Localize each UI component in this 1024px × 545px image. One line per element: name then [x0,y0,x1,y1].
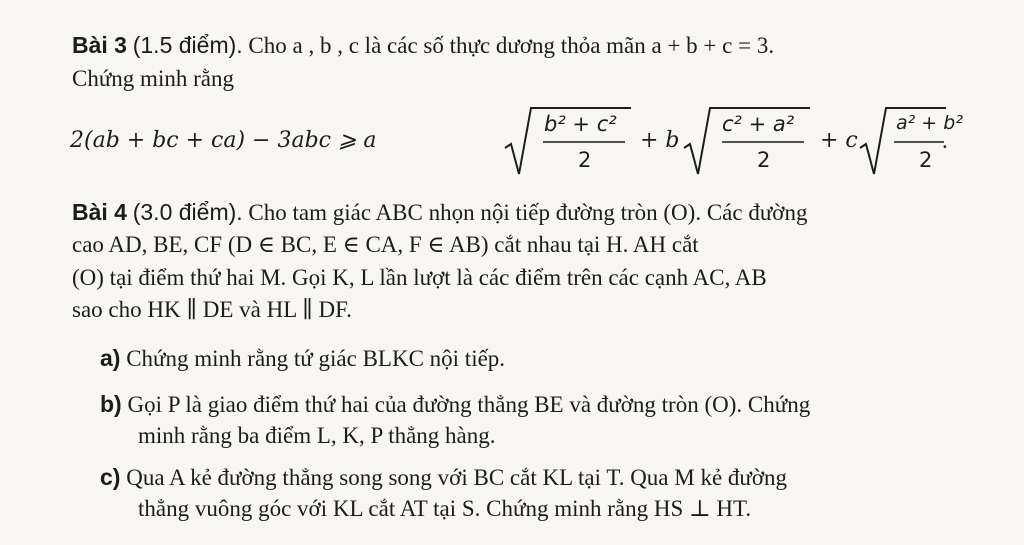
bai3-statement: Cho a , b , c là các số thực dương thỏa mãn a + b + c = 3. [248,33,775,58]
part-c-text-1: Qua A kẻ đường thẳng song song với BC cắt KL tại T. Qua M kẻ đường [126,465,788,490]
bai3-line2: Chứng minh rằng [72,66,234,91]
formula-plus-b: + b [640,128,680,153]
bai3-title: Bài 3 [72,32,127,58]
fraction-denominator-3: 2 [919,148,933,172]
bai4-line4: sao cho HK ∥ DE và HL ∥ DF. [72,297,352,322]
bai4-points: (3.0 điểm). [132,199,243,225]
part-b-text-2: minh rằng ba điểm L, K, P thẳng hàng. [138,423,496,448]
formula-plus-c: + c [820,128,858,153]
part-a-label: a) [100,345,121,371]
fraction-numerator-2: c² + a² [722,112,795,136]
part-b [100,389,810,420]
fraction-numerator-3: a² + b² [896,112,963,134]
bai3-points: (1.5 điểm). [132,32,243,58]
part-b-label: b) [100,391,122,417]
part-a-text: Chứng minh rằng tứ giác BLKC nội tiếp. [126,346,506,371]
bai4-line1 [72,197,807,228]
part-b-text-1: Gọi P là giao điểm thứ hai của đường thẳng BE và đường tròn (O). Chứng [127,392,811,417]
bai4-statement: Cho tam giác ABC nhọn nội tiếp đường tròn (O). Các đường [248,200,808,225]
formula-lhs: 2(ab + bc + ca) − 3abc ⩾ a [70,128,377,153]
formula-period: . [942,128,948,153]
bai4-title: Bài 4 [72,199,127,225]
fraction-denominator-1: 2 [578,148,592,172]
inequality-formula [70,104,963,182]
bai4-line2: cao AD, BE, CF (D ∈ BC, E ∈ CA, F ∈ AB) cắt nhau tại H. AH cắt [72,232,699,257]
fraction-numerator-1: b² + c² [544,112,617,136]
bai4-line3: (O) tại điểm thứ hai M. Gọi K, L lần lượt là các điểm trên các cạnh AC, AB [72,265,767,290]
part-a [100,343,505,374]
part-c-label: c) [100,464,121,490]
bai3-line1 [72,30,774,61]
part-c-text-2: thẳng vuông góc với KL cắt AT tại S. Chứng minh rằng HS ⊥ HT. [138,496,752,521]
part-c [100,462,787,493]
fraction-denominator-2: 2 [757,148,771,172]
